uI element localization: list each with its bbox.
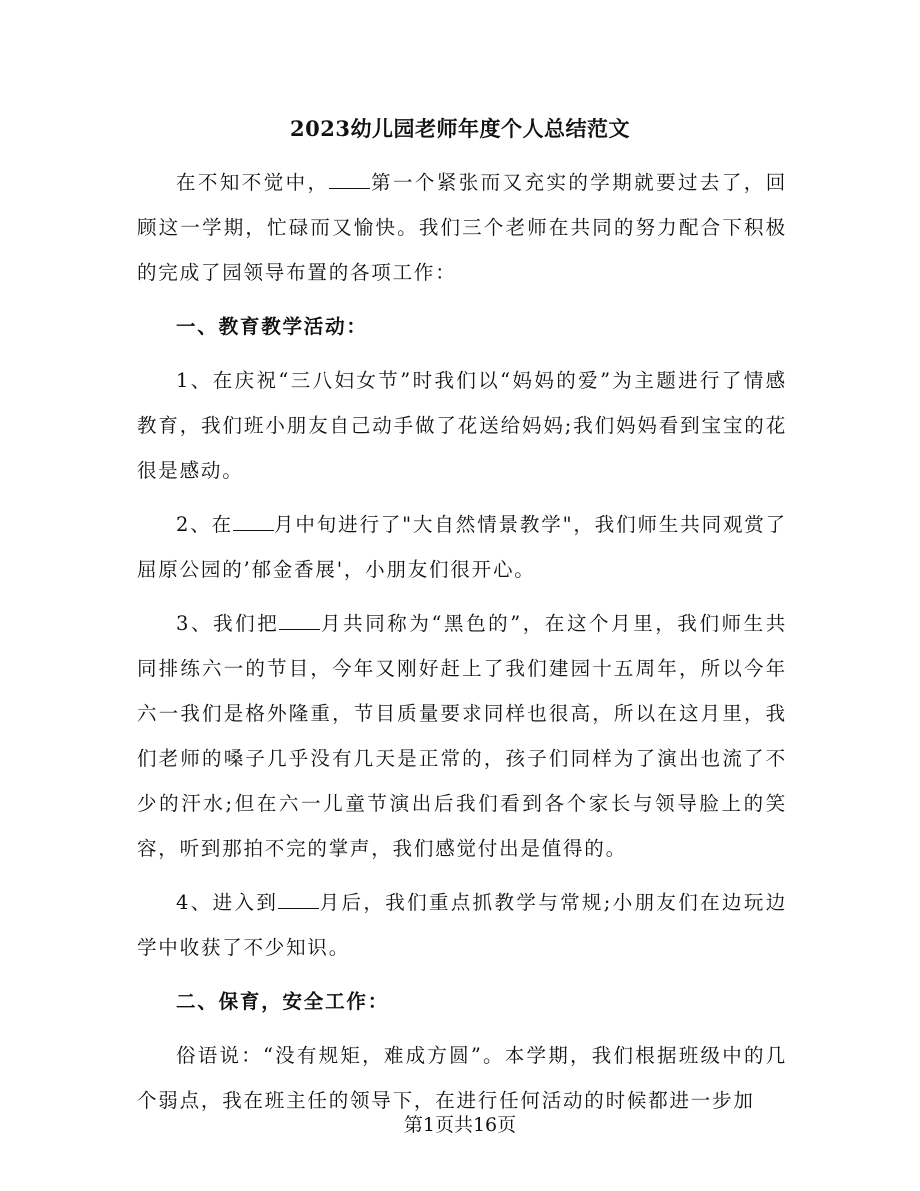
education-item-4 [137,880,787,970]
item-2-text-start: 2、在 [176,513,233,536]
item-4-text-end: 月后，我们重点抓教学与常规;小朋友们在边玩边学中收获了不少知识。 [137,891,787,959]
safety-paragraph: 俗语说：“没有规矩，难成方圆”。本学期，我们根据班级中的几个弱点，我在班主任的领导下，在进行任何活动的时候都进一步加 [137,1044,787,1112]
item-3-text-end: 月共同称为“黑色的”，在这个月里，我们师生共同排练六一的节目，今年又刚好赶上了我们建园十五周年，所以今年六一我们是格外隆重，节目质量要求同样也很高，所以在这月里，我们老师的嗓子几乎没有几天是正常的，孩子们同样为了演出也流了不少的汗水;但在六一儿童节演出后我们看到各个家长与领导脸上的笑容，听到那拍不完的掌声，我们感觉付出是值得的。 [137,612,787,860]
section-heading-education: 一、教育教学活动： [176,315,368,338]
intro-paragraph [137,160,787,295]
item-3-text-start: 3、我们把 [176,612,280,635]
fill-in-blank [233,512,274,531]
fill-in-blank [278,890,319,909]
education-item-3 [137,601,787,871]
item-4-text-start: 4、进入到 [176,891,279,914]
intro-text-start: 在不知不觉中， [176,171,330,194]
intro-text-end: 第一个紧张而又充实的学期就要过去了，回顾这一学期，忙碌而又愉快。我们三个老师在共同的努力配合下积极的完成了园领导布置的各项工作： [137,171,787,284]
page-number-footer: 第1页共16页 [403,1114,517,1136]
fill-in-blank [329,170,370,189]
education-item-2 [137,502,787,592]
fill-in-blank [279,611,320,630]
document-body [137,160,787,1123]
education-item-1: 1、在庆祝“三八妇女节”时我们以“妈妈的爱”为主题进行了情感教育，我们班小朋友自己动手做了花送给妈妈;我们妈妈看到宝宝的花很是感动。 [137,369,787,482]
section-heading-safety: 二、保育，安全工作： [176,990,390,1013]
item-2-text-end: 月中旬进行了"大自然情景教学"，我们师生共同观赏了屈原公园的’郁金香展'，小朋友们很开心。 [137,513,787,581]
document-title: 2023幼儿园老师年度个人总结范文 [290,116,630,141]
